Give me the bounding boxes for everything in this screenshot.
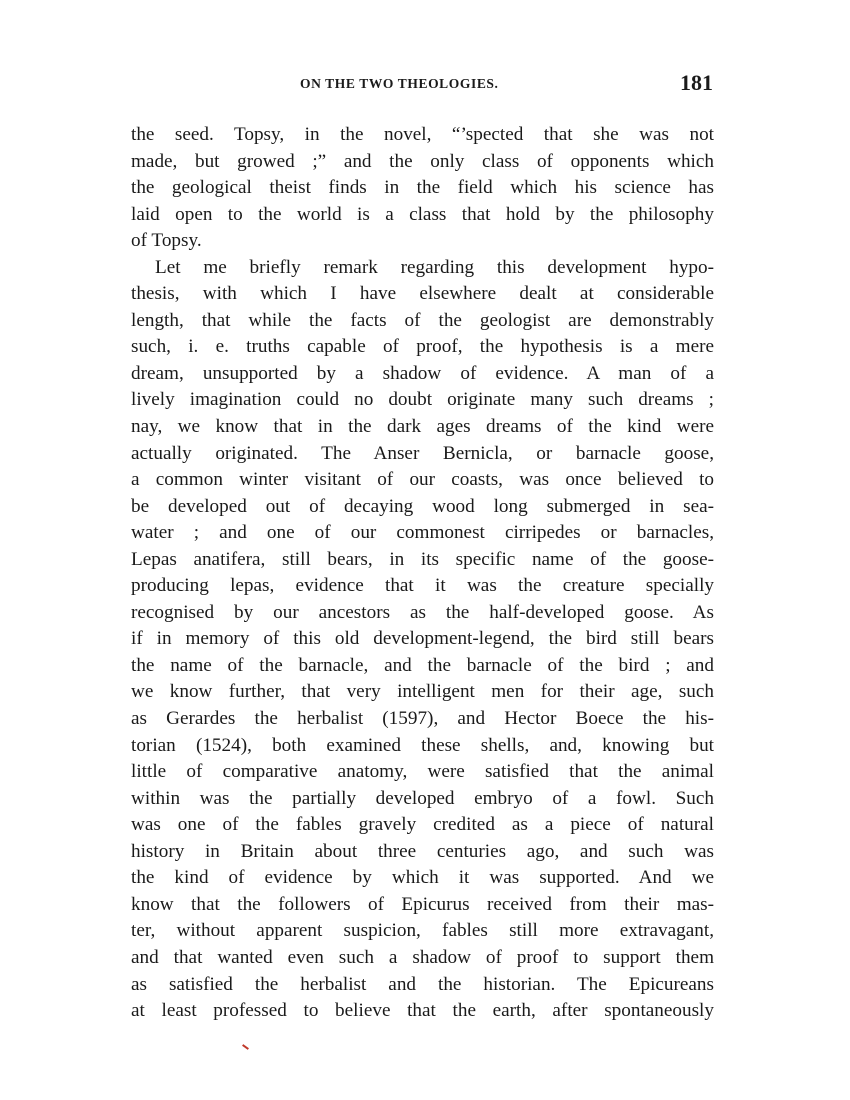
text-line: the seed. Topsy, in the novel, “’spected that she was not [131,124,714,145]
text-line: we know further, that very intelligent men for their age, such [131,681,714,703]
text-line: laid open to the world is a class that hold by the philosophy [131,203,714,225]
text-line: as satisfied the herbalist and the historian. The Epicureans [131,973,714,995]
text-line: little of comparative anatomy, were satisfied that the animal [131,761,714,783]
text-line: water ; and one of our commonest cirripedes or barnacles, [131,522,714,544]
text-line: actually originated. The Anser Bernicla, or barnacle goose, [131,442,714,464]
text-line: within was the partially developed embryo of a fowl. Such [131,787,714,809]
text-line: be developed out of decaying wood long submerged in sea- [131,495,714,517]
text-line: the kind of evidence by which it was supported. And we [131,867,714,889]
text-line: torian (1524), both examined these shells, and, knowing but [131,734,714,756]
text-line: if in memory of this old development-legend, the bird still bears [131,628,714,650]
text-line: recognised by our ancestors as the half-developed goose. As [131,601,714,623]
text-line: Lepas anatifera, still bears, in its specific name of the goose- [131,548,714,570]
body-text [131,122,714,1025]
text-line: length, that while the facts of the geologist are demonstrably [131,309,714,331]
running-title: ON THE TWO THEOLOGIES. [300,76,499,91]
text-line: history in Britain about three centuries ago, and such was [131,840,714,862]
text-line: made, but growed ;” and the only class of opponents which [131,150,714,172]
text-line: know that the followers of Epicurus received from their mas- [131,893,714,915]
ink-mark [242,1044,249,1050]
text-line: producing lepas, evidence that it was the creature specially [131,575,714,597]
text-line: and that wanted even such a shadow of proof to support them [131,946,714,968]
text-line: a common winter visitant of our coasts, was once believed to [131,469,714,491]
text-line: at least professed to believe that the earth, after spontaneously [131,1000,714,1022]
text-line: such, i. e. truths capable of proof, the hypothesis is a mere [131,336,714,358]
text-line: as Gerardes the herbalist (1597), and Hector Boece the his- [131,708,714,730]
text-line: of Topsy. [131,230,202,252]
text-line: nay, we know that in the dark ages dreams of the kind were [131,416,714,438]
text-line: ter, without apparent suspicion, fables still more extravagant, [131,920,714,942]
text-line: dream, unsupported by a shadow of evidence. A man of a [131,362,714,384]
text-line: the geological theist finds in the field which his science has [131,177,714,199]
text-line: was one of the fables gravely credited as a piece of natural [131,814,714,836]
text-line: the name of the barnacle, and the barnacle of the bird ; and [131,654,714,676]
page-number: 181 [680,70,713,95]
text-line: Let me briefly remark regarding this development hypo- [155,256,714,278]
text-line: lively imagination could no doubt originate many such dreams ; [131,389,714,411]
text-line: thesis, with which I have elsewhere dealt at considerable [131,283,714,305]
